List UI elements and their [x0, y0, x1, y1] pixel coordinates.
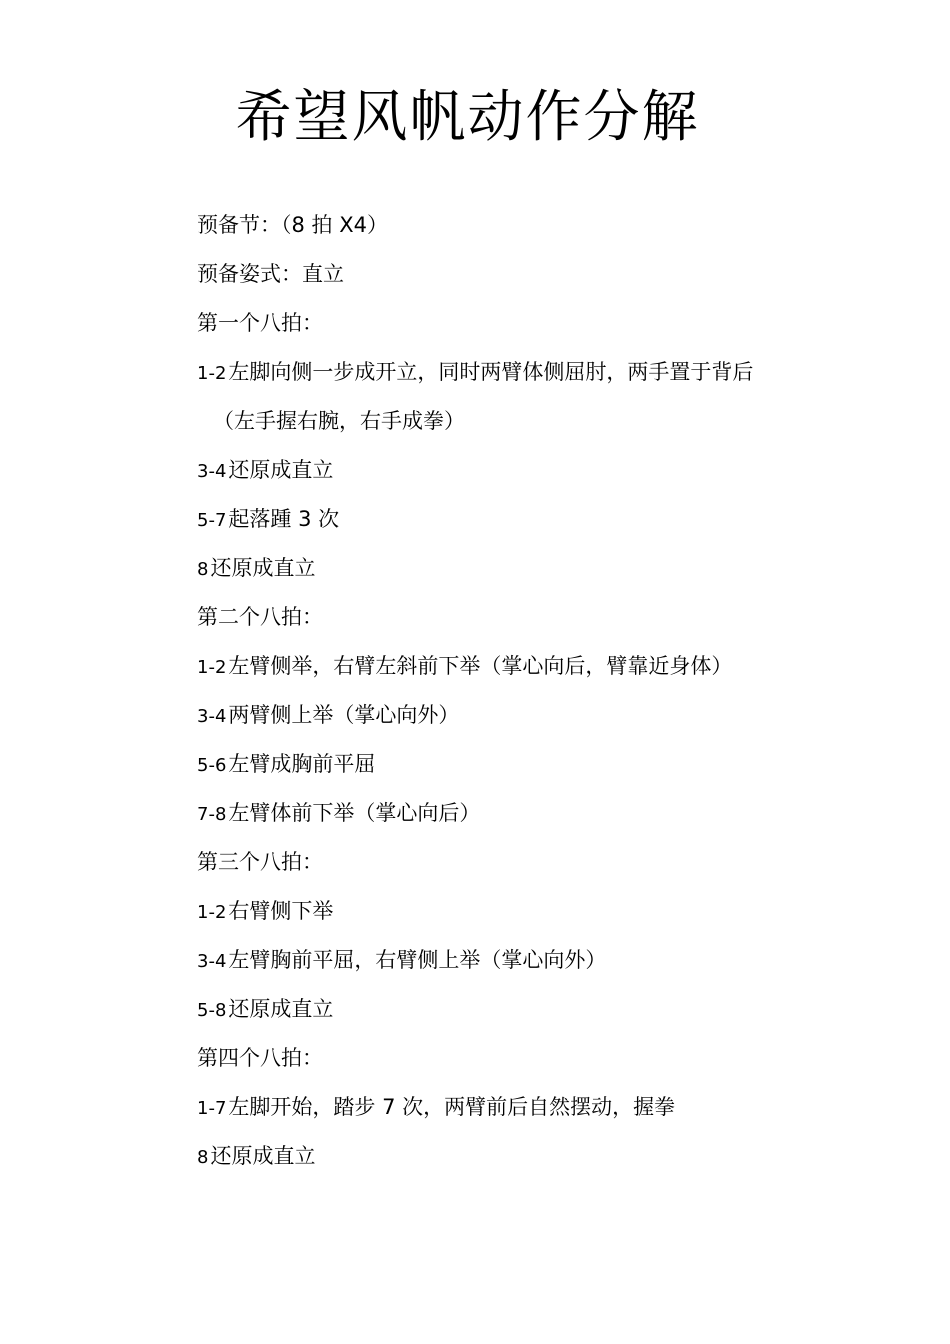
step-line	[197, 498, 897, 547]
step-line	[197, 792, 897, 841]
line-text: （左手握右腕，右手成拳）	[213, 409, 465, 433]
beat-count: 5-8	[197, 1000, 227, 1021]
step-line	[197, 694, 897, 743]
line-text: 还原成直立	[228, 458, 334, 482]
section-heading-3	[197, 841, 897, 890]
step-line	[197, 1135, 897, 1184]
beat-count: 1-2	[197, 657, 227, 678]
step-line	[197, 743, 897, 792]
step-line	[197, 890, 897, 939]
step-line	[197, 939, 897, 988]
step-line	[197, 645, 897, 694]
step-line	[197, 1086, 897, 1135]
line-text: 第二个八拍：	[197, 605, 323, 629]
beat-count: 7-8	[197, 804, 227, 825]
line-text: 左脚开始，踏步 7 次，两臂前后自然摆动，握拳	[228, 1095, 676, 1119]
step-line	[197, 547, 897, 596]
beat-count: 5-6	[197, 755, 227, 776]
section-heading-1	[197, 302, 897, 351]
beat-count: 8	[197, 559, 209, 580]
beat-count: 3-4	[197, 951, 227, 972]
line-text: 左臂体前下举（掌心向后）	[228, 801, 481, 825]
line-text: 左臂侧举，右臂左斜前下举（掌心向后，臂靠近身体）	[228, 654, 733, 678]
line-text: 还原成直立	[210, 1144, 316, 1168]
instruction-list	[197, 204, 897, 1184]
line-text: 预备姿式：直立	[197, 262, 344, 286]
line-text: 左臂成胸前平屈	[228, 752, 376, 776]
step-line	[197, 351, 897, 400]
document-title: 希望风帆动作分解	[235, 85, 700, 150]
line-text: 第四个八拍：	[197, 1046, 323, 1070]
line-text: 第一个八拍：	[197, 311, 323, 335]
prep-section-line	[197, 204, 897, 253]
beat-count: 5-7	[197, 510, 227, 531]
line-text: 右臂侧下举	[228, 899, 334, 923]
line-text: 两臂侧上举（掌心向外）	[228, 703, 460, 727]
prep-posture-line	[197, 253, 897, 302]
step-note-line	[197, 400, 897, 449]
step-line	[197, 449, 897, 498]
step-line	[197, 988, 897, 1037]
line-text: 预备节：（8 拍 X4）	[197, 213, 388, 237]
beat-count: 3-4	[197, 706, 227, 727]
section-heading-4	[197, 1037, 897, 1086]
line-text: 还原成直立	[210, 556, 316, 580]
beat-count: 1-2	[197, 902, 227, 923]
line-text: 还原成直立	[228, 997, 334, 1021]
line-text: 左脚向侧一步成开立，同时两臂体侧屈肘，两手置于背后	[228, 360, 754, 384]
beat-count: 1-7	[197, 1098, 227, 1119]
beat-count: 3-4	[197, 461, 227, 482]
beat-count: 1-2	[197, 363, 227, 384]
line-text: 第三个八拍：	[197, 850, 323, 874]
section-heading-2	[197, 596, 897, 645]
beat-count: 8	[197, 1147, 209, 1168]
line-text: 左臂胸前平屈，右臂侧上举（掌心向外）	[228, 948, 607, 972]
line-text: 起落踵 3 次	[228, 507, 340, 531]
